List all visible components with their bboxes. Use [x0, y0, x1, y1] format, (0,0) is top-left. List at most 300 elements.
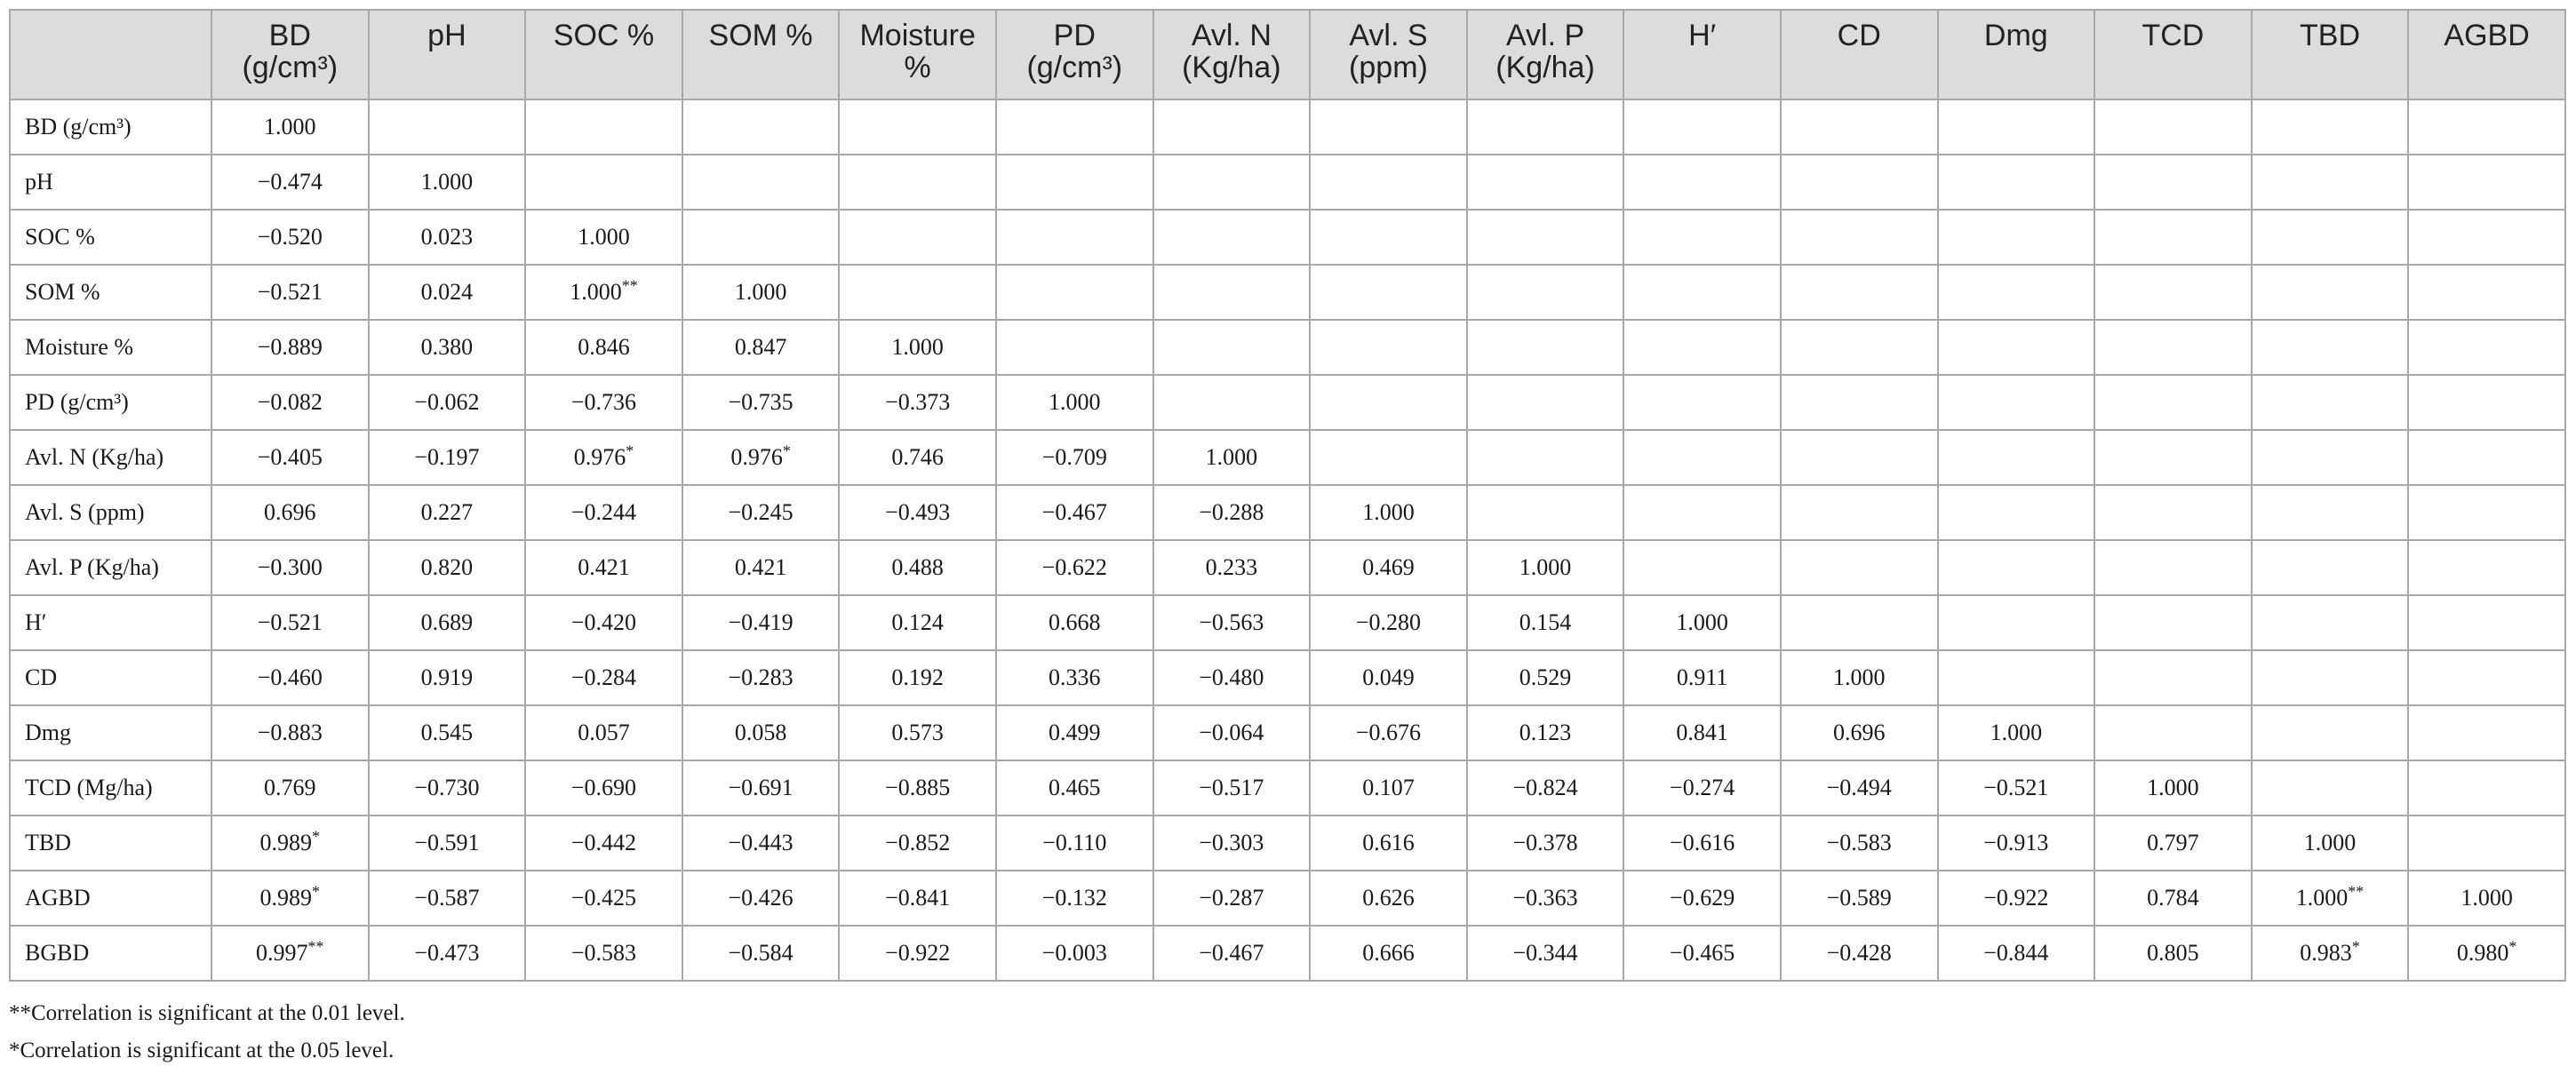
correlation-cell: 0.847 — [682, 320, 840, 375]
row-label: H′ — [10, 595, 211, 650]
correlation-cell: −0.736 — [525, 375, 682, 430]
correlation-cell — [682, 210, 840, 265]
correlation-cell — [1938, 430, 2095, 485]
correlation-cell: 0.805 — [2094, 926, 2252, 981]
correlation-cell: −0.303 — [1153, 815, 1311, 871]
correlation-cell — [1467, 430, 1624, 485]
correlation-cell — [2408, 320, 2565, 375]
correlation-cell: −0.691 — [682, 760, 840, 815]
correlation-cell: −0.473 — [369, 926, 526, 981]
correlation-cell: 1.000 — [1781, 650, 1938, 705]
column-header-label: Avl. S — [1349, 19, 1428, 52]
correlation-cell — [2408, 595, 2565, 650]
correlation-cell — [1938, 595, 2095, 650]
correlation-cell: −0.062 — [369, 375, 526, 430]
correlation-cell: −0.913 — [1938, 815, 2095, 871]
correlation-cell: −0.584 — [682, 926, 840, 981]
correlation-cell: 0.465 — [996, 760, 1153, 815]
correlation-cell: 1.000 — [525, 210, 682, 265]
correlation-cell: −0.344 — [1467, 926, 1624, 981]
correlation-cell — [1310, 210, 1467, 265]
correlation-cell: −0.709 — [996, 430, 1153, 485]
row-label: BGBD — [10, 926, 211, 981]
correlation-cell: 0.989* — [211, 871, 369, 926]
correlation-cell — [2408, 540, 2565, 595]
correlation-cell: 1.000 — [1467, 540, 1624, 595]
correlation-cell: −0.443 — [682, 815, 840, 871]
table-row — [10, 871, 2565, 926]
correlation-cell: −0.428 — [1781, 926, 1938, 981]
correlation-cell: −0.844 — [1938, 926, 2095, 981]
significance-marker: * — [2508, 937, 2517, 956]
row-label: SOM % — [10, 265, 211, 320]
correlation-cell: 1.000 — [2094, 760, 2252, 815]
correlation-cell: 0.911 — [1623, 650, 1781, 705]
correlation-cell: 0.049 — [1310, 650, 1467, 705]
correlation-cell — [1781, 540, 1938, 595]
column-header — [1310, 10, 1467, 99]
significance-marker: ** — [307, 937, 324, 956]
correlation-cell: −0.589 — [1781, 871, 1938, 926]
correlation-cell: −0.517 — [1153, 760, 1311, 815]
correlation-cell: −0.245 — [682, 485, 840, 540]
correlation-cell: 0.696 — [211, 485, 369, 540]
correlation-cell — [2094, 485, 2252, 540]
row-label: Avl. S (ppm) — [10, 485, 211, 540]
correlation-cell — [2094, 595, 2252, 650]
column-header-label: Dmg — [1983, 19, 2048, 52]
correlation-cell — [369, 99, 526, 155]
correlation-cell: −0.521 — [1938, 760, 2095, 815]
correlation-cell: 1.000 — [682, 265, 840, 320]
correlation-cell — [1623, 485, 1781, 540]
row-label: AGBD — [10, 871, 211, 926]
footnote-significance-001: **Correlation is significant at the 0.01 level. — [9, 1001, 405, 1025]
correlation-cell: −0.629 — [1623, 871, 1781, 926]
correlation-cell — [2252, 210, 2409, 265]
column-header-label: BD — [268, 19, 311, 52]
table-header — [10, 10, 2565, 99]
column-header-unit: (Kg/ha) — [1495, 51, 1595, 84]
correlation-cell: 1.000 — [211, 99, 369, 155]
correlation-cell — [1781, 485, 1938, 540]
correlation-cell — [1153, 99, 1311, 155]
table-row — [10, 155, 2565, 210]
correlation-cell — [839, 210, 996, 265]
row-label: PD (g/cm³) — [10, 375, 211, 430]
correlation-cell: −0.616 — [1623, 815, 1781, 871]
column-header — [1467, 10, 1624, 99]
column-header — [369, 10, 526, 99]
correlation-cell: −0.082 — [211, 375, 369, 430]
correlation-cell: −0.520 — [211, 210, 369, 265]
row-label: Moisture % — [10, 320, 211, 375]
correlation-cell: 1.000** — [525, 265, 682, 320]
correlation-cell — [2094, 430, 2252, 485]
correlation-cell: −0.883 — [211, 705, 369, 760]
table-row — [10, 485, 2565, 540]
correlation-cell: 0.488 — [839, 540, 996, 595]
correlation-cell — [839, 265, 996, 320]
correlation-cell: −0.889 — [211, 320, 369, 375]
column-header-label: AGBD — [2444, 19, 2530, 52]
table-row — [10, 705, 2565, 760]
correlation-cell — [1938, 320, 2095, 375]
correlation-cell: 0.666 — [1310, 926, 1467, 981]
correlation-cell — [1153, 265, 1311, 320]
correlation-cell: 0.919 — [369, 650, 526, 705]
correlation-cell: −0.284 — [525, 650, 682, 705]
row-label: Avl. N (Kg/ha) — [10, 430, 211, 485]
column-header — [1938, 10, 2095, 99]
correlation-cell — [1938, 155, 2095, 210]
correlation-cell — [1938, 265, 2095, 320]
correlation-cell — [1623, 375, 1781, 430]
correlation-cell — [2252, 650, 2409, 705]
significance-marker: ** — [2348, 882, 2365, 901]
correlation-cell: 1.000 — [1153, 430, 1311, 485]
correlation-cell — [2094, 375, 2252, 430]
column-header-unit: (g/cm³) — [242, 51, 339, 84]
correlation-cell: 0.797 — [2094, 815, 2252, 871]
correlation-cell — [1623, 320, 1781, 375]
table-row — [10, 650, 2565, 705]
correlation-cell: −0.442 — [525, 815, 682, 871]
correlation-cell — [1938, 210, 2095, 265]
column-header-label: TCD — [2141, 19, 2205, 52]
correlation-cell: 0.746 — [839, 430, 996, 485]
correlation-cell: −0.583 — [525, 926, 682, 981]
correlation-cell: −0.425 — [525, 871, 682, 926]
correlation-cell: 0.989* — [211, 815, 369, 871]
correlation-cell: −0.730 — [369, 760, 526, 815]
correlation-cell: −0.197 — [369, 430, 526, 485]
correlation-cell: −0.467 — [996, 485, 1153, 540]
correlation-cell — [1310, 430, 1467, 485]
correlation-cell: −0.591 — [369, 815, 526, 871]
column-header — [996, 10, 1153, 99]
column-header — [2252, 10, 2409, 99]
column-header-unit: % — [904, 51, 931, 84]
correlation-cell: 0.626 — [1310, 871, 1467, 926]
row-label: CD — [10, 650, 211, 705]
row-label: BD (g/cm³) — [10, 99, 211, 155]
correlation-cell: 0.233 — [1153, 540, 1311, 595]
footnotes — [9, 995, 405, 1070]
correlation-cell: −0.003 — [996, 926, 1153, 981]
correlation-cell: 0.841 — [1623, 705, 1781, 760]
correlation-cell — [1310, 155, 1467, 210]
correlation-cell: −0.373 — [839, 375, 996, 430]
correlation-cell — [2252, 375, 2409, 430]
correlation-cell: −0.110 — [996, 815, 1153, 871]
table-row — [10, 760, 2565, 815]
correlation-cell — [1310, 320, 1467, 375]
correlation-cell: 0.529 — [1467, 650, 1624, 705]
correlation-cell: 0.820 — [369, 540, 526, 595]
correlation-cell — [682, 155, 840, 210]
table-row — [10, 430, 2565, 485]
significance-marker: * — [2351, 937, 2360, 956]
correlation-cell — [2252, 485, 2409, 540]
correlation-cell: −0.676 — [1310, 705, 1467, 760]
correlation-cell — [2094, 210, 2252, 265]
row-label: SOC % — [10, 210, 211, 265]
column-header-label: Avl. N — [1191, 19, 1272, 52]
correlation-cell: −0.494 — [1781, 760, 1938, 815]
correlation-cell: 0.983* — [2252, 926, 2409, 981]
correlation-cell: −0.420 — [525, 595, 682, 650]
correlation-cell — [682, 99, 840, 155]
correlation-cell — [2252, 705, 2409, 760]
correlation-cell — [1781, 430, 1938, 485]
correlation-cell — [1781, 99, 1938, 155]
correlation-cell — [2252, 99, 2409, 155]
correlation-cell — [2252, 595, 2409, 650]
correlation-cell: 0.469 — [1310, 540, 1467, 595]
correlation-cell: 1.000 — [1310, 485, 1467, 540]
correlation-cell — [1623, 430, 1781, 485]
column-header-label: H′ — [1688, 19, 1717, 52]
table-row — [10, 375, 2565, 430]
correlation-cell — [2252, 265, 2409, 320]
correlation-cell — [1623, 99, 1781, 155]
correlation-table — [9, 9, 2566, 982]
correlation-cell — [996, 320, 1153, 375]
correlation-cell: −0.852 — [839, 815, 996, 871]
correlation-cell: 0.976* — [525, 430, 682, 485]
table-row — [10, 540, 2565, 595]
correlation-cell: 1.000 — [839, 320, 996, 375]
correlation-cell — [1623, 540, 1781, 595]
correlation-cell: 0.057 — [525, 705, 682, 760]
correlation-cell: −0.132 — [996, 871, 1153, 926]
table-row — [10, 926, 2565, 981]
correlation-cell: −0.922 — [1938, 871, 2095, 926]
correlation-cell — [1153, 155, 1311, 210]
correlation-cell — [2408, 650, 2565, 705]
correlation-cell: 0.499 — [996, 705, 1153, 760]
correlation-cell: −0.300 — [211, 540, 369, 595]
correlation-cell: −0.922 — [839, 926, 996, 981]
correlation-cell: 0.846 — [525, 320, 682, 375]
column-header-label: TBD — [2300, 19, 2361, 52]
correlation-cell: −0.563 — [1153, 595, 1311, 650]
correlation-cell: −0.274 — [1623, 760, 1781, 815]
correlation-cell — [1938, 650, 2095, 705]
correlation-cell: −0.521 — [211, 265, 369, 320]
correlation-cell: −0.690 — [525, 760, 682, 815]
table-row — [10, 99, 2565, 155]
correlation-cell — [1153, 375, 1311, 430]
correlation-cell — [1938, 540, 2095, 595]
correlation-cell: 0.227 — [369, 485, 526, 540]
row-label: TCD (Mg/ha) — [10, 760, 211, 815]
correlation-cell: −0.587 — [369, 871, 526, 926]
correlation-cell: 0.421 — [525, 540, 682, 595]
correlation-cell: 0.123 — [1467, 705, 1624, 760]
correlation-cell: 0.192 — [839, 650, 996, 705]
correlation-cell — [2094, 705, 2252, 760]
significance-marker: * — [312, 882, 321, 901]
correlation-cell — [2252, 760, 2409, 815]
correlation-cell — [2252, 540, 2409, 595]
column-header-label: Avl. P — [1505, 19, 1585, 52]
column-header-unit: (ppm) — [1349, 51, 1428, 84]
correlation-cell — [2252, 320, 2409, 375]
correlation-cell — [1781, 210, 1938, 265]
correlation-cell: −0.419 — [682, 595, 840, 650]
correlation-cell — [1467, 210, 1624, 265]
correlation-cell: −0.280 — [1310, 595, 1467, 650]
correlation-cell: −0.493 — [839, 485, 996, 540]
correlation-cell: −0.885 — [839, 760, 996, 815]
column-header-label: CD — [1837, 19, 1881, 52]
correlation-cell: 0.997** — [211, 926, 369, 981]
table-row — [10, 595, 2565, 650]
correlation-cell — [839, 99, 996, 155]
significance-marker: * — [626, 442, 634, 460]
correlation-cell — [996, 99, 1153, 155]
footnote-significance-005: *Correlation is significant at the 0.05 level. — [9, 1038, 395, 1062]
correlation-cell — [2252, 155, 2409, 210]
correlation-cell — [1938, 99, 2095, 155]
correlation-cell: −0.405 — [211, 430, 369, 485]
column-header — [1153, 10, 1311, 99]
correlation-cell: −0.521 — [211, 595, 369, 650]
correlation-cell — [2408, 760, 2565, 815]
correlation-cell: 1.000 — [369, 155, 526, 210]
correlation-cell — [2408, 155, 2565, 210]
column-header — [525, 10, 682, 99]
column-header — [2094, 10, 2252, 99]
correlation-cell: 1.000 — [996, 375, 1153, 430]
correlation-cell — [1781, 320, 1938, 375]
correlation-cell — [1467, 99, 1624, 155]
correlation-cell — [1781, 265, 1938, 320]
column-header-label: Moisture — [859, 19, 976, 52]
correlation-cell: 1.000 — [2252, 815, 2409, 871]
column-header-unit: (Kg/ha) — [1182, 51, 1281, 84]
correlation-cell: 0.023 — [369, 210, 526, 265]
table-row — [10, 320, 2565, 375]
correlation-cell — [2408, 99, 2565, 155]
correlation-cell — [2408, 210, 2565, 265]
column-header-label: pH — [427, 19, 467, 52]
correlation-cell: −0.474 — [211, 155, 369, 210]
table-row — [10, 815, 2565, 871]
correlation-cell — [1623, 155, 1781, 210]
correlation-cell — [2408, 485, 2565, 540]
significance-marker: ** — [621, 276, 638, 295]
correlation-cell — [2408, 375, 2565, 430]
correlation-cell: −0.583 — [1781, 815, 1938, 871]
correlation-cell — [1467, 155, 1624, 210]
correlation-cell — [1153, 210, 1311, 265]
column-header-label: SOM % — [708, 19, 813, 52]
correlation-cell — [2094, 320, 2252, 375]
correlation-cell: 0.124 — [839, 595, 996, 650]
correlation-cell: 1.000 — [2408, 871, 2565, 926]
header-row — [10, 10, 2565, 99]
correlation-cell: 0.784 — [2094, 871, 2252, 926]
row-label: Dmg — [10, 705, 211, 760]
correlation-cell: 0.421 — [682, 540, 840, 595]
correlation-cell — [839, 155, 996, 210]
correlation-cell: 0.668 — [996, 595, 1153, 650]
correlation-cell: −0.363 — [1467, 871, 1624, 926]
significance-marker: * — [312, 827, 321, 846]
correlation-cell: 1.000** — [2252, 871, 2409, 926]
column-header — [211, 10, 369, 99]
correlation-cell: −0.622 — [996, 540, 1153, 595]
correlation-cell: −0.426 — [682, 871, 840, 926]
correlation-cell: 0.024 — [369, 265, 526, 320]
correlation-cell: −0.735 — [682, 375, 840, 430]
correlation-cell: −0.287 — [1153, 871, 1311, 926]
table-row — [10, 210, 2565, 265]
correlation-cell: −0.467 — [1153, 926, 1311, 981]
column-header — [839, 10, 996, 99]
correlation-cell: −0.244 — [525, 485, 682, 540]
correlation-cell — [1938, 375, 2095, 430]
row-label: pH — [10, 155, 211, 210]
correlation-cell — [2408, 265, 2565, 320]
column-header-label: SOC % — [553, 19, 655, 52]
column-header-unit: (g/cm³) — [1026, 51, 1123, 84]
correlation-cell: 0.154 — [1467, 595, 1624, 650]
correlation-cell — [525, 99, 682, 155]
correlation-cell — [996, 265, 1153, 320]
correlation-cell: 1.000 — [1623, 595, 1781, 650]
correlation-cell — [2094, 650, 2252, 705]
header-corner-cell — [10, 10, 211, 99]
correlation-table-container — [9, 9, 2565, 982]
correlation-cell — [1467, 265, 1624, 320]
correlation-cell — [2094, 99, 2252, 155]
correlation-cell — [2408, 815, 2565, 871]
correlation-cell: 0.107 — [1310, 760, 1467, 815]
correlation-cell: 0.336 — [996, 650, 1153, 705]
correlation-cell — [1781, 155, 1938, 210]
row-label: TBD — [10, 815, 211, 871]
correlation-cell: −0.283 — [682, 650, 840, 705]
correlation-cell: 0.696 — [1781, 705, 1938, 760]
correlation-cell: −0.480 — [1153, 650, 1311, 705]
correlation-cell — [1467, 485, 1624, 540]
correlation-cell — [996, 210, 1153, 265]
correlation-cell — [1623, 265, 1781, 320]
column-header — [682, 10, 840, 99]
column-header-label: PD — [1053, 19, 1096, 52]
correlation-cell — [2252, 430, 2409, 485]
correlation-cell: 0.689 — [369, 595, 526, 650]
correlation-cell: 0.980* — [2408, 926, 2565, 981]
correlation-cell — [1623, 210, 1781, 265]
column-header — [2408, 10, 2565, 99]
correlation-cell: −0.824 — [1467, 760, 1624, 815]
correlation-cell — [1310, 375, 1467, 430]
correlation-cell — [2094, 155, 2252, 210]
correlation-cell — [1781, 375, 1938, 430]
correlation-cell — [1153, 320, 1311, 375]
correlation-cell — [996, 155, 1153, 210]
table-row — [10, 265, 2565, 320]
correlation-cell — [2408, 430, 2565, 485]
column-header — [1781, 10, 1938, 99]
correlation-cell — [2408, 705, 2565, 760]
significance-marker: * — [782, 442, 791, 460]
